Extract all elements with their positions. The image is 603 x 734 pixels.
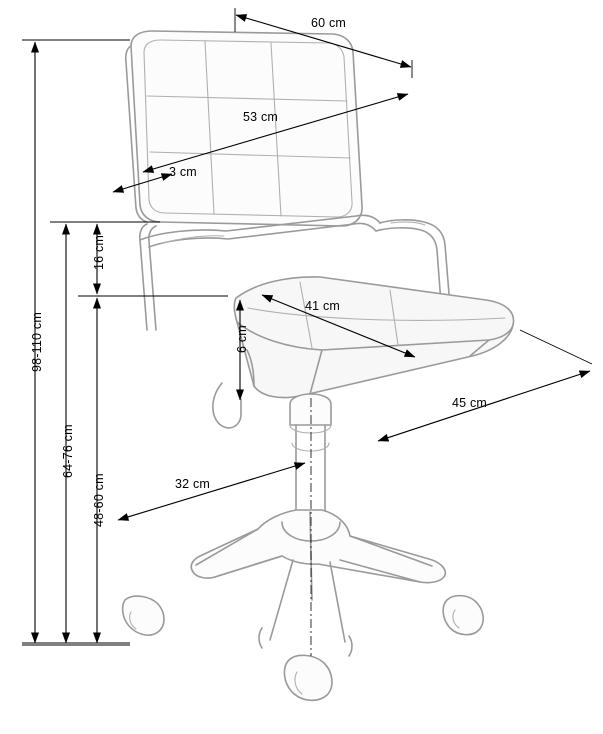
dimension-label-seat-height: 48-60 cm [92,473,106,527]
dimension-label-backrest-height: 53 cm [243,110,279,124]
chair-gas-cylinder [290,394,331,520]
chair-casters [123,596,484,701]
dimension-label-total-height: 98-110 cm [30,312,44,372]
dimension-label-armrest-height: 16 cm [92,234,106,270]
chair-tilt-lever [213,383,241,428]
dimension-label-seat-thickness: 6 cm [235,325,249,353]
chair-base [191,510,445,642]
dimension-label-backrest-width: 60 cm [311,16,347,30]
dimension-label-backrest-thickness: 3 cm [169,165,197,179]
chair-backrest [126,31,362,226]
dimension-label-seat-width: 41 cm [305,299,341,313]
dimension-label-seat-depth: 45 cm [452,396,488,410]
dimension-label-base-diameter: 32 cm [175,477,211,491]
chair-illustration [123,31,514,700]
chair-seat [234,277,513,398]
dimension-label-backrest-top-height: 64-76 cm [61,424,75,478]
